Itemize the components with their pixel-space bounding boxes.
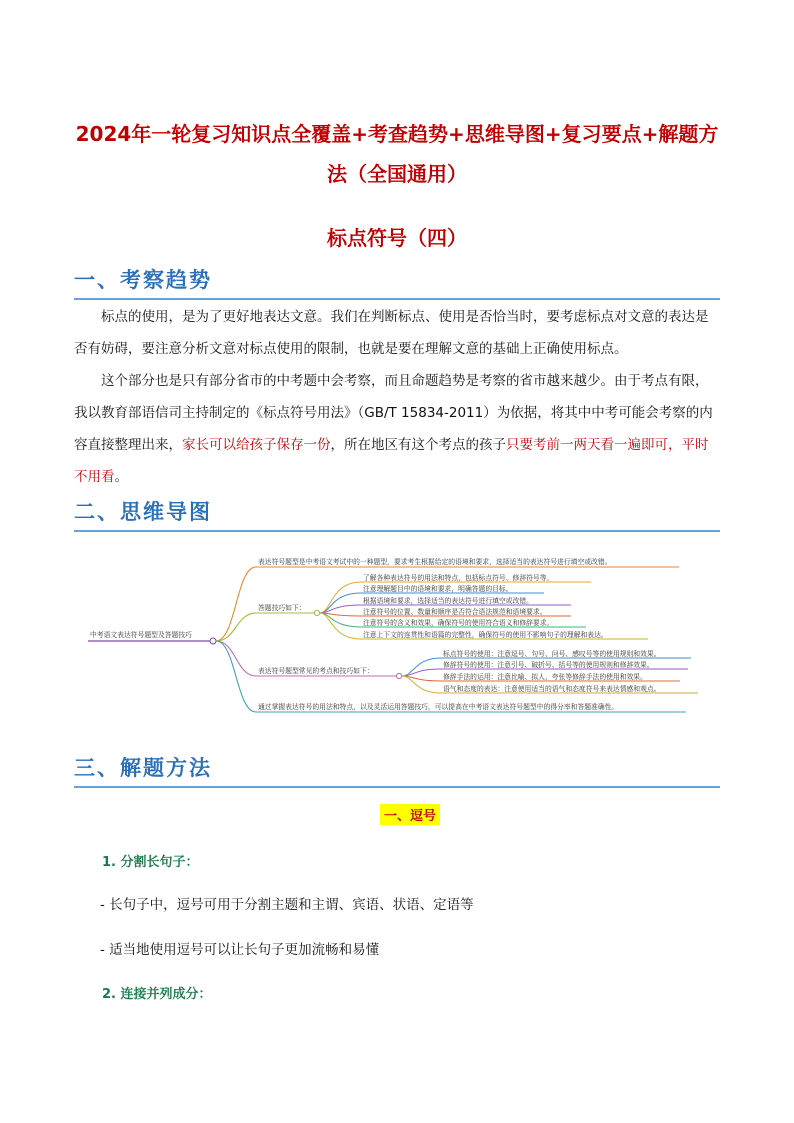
p2-highlight2: 只要考前一两天看一遍即可，平时不用看 (74, 437, 709, 485)
mindmap-branch2: 答题技巧如下： (258, 604, 306, 612)
mindmap-point-4: 语气和态度的表达：注意使用适当的语气和态度符号来表达情感和观点。 (443, 685, 661, 693)
mindmap-branch3: 表达符号题型常见的考点和技巧如下： (258, 667, 374, 675)
mindmap-tip-2: 注意理解题目中的语境和要求，明确答题的目标。 (363, 585, 513, 593)
method-heading-2: 2. 连接并列成分： (102, 987, 212, 1002)
section2-divider (74, 530, 720, 532)
mindmap-tip-4: 注意符号的位置、数量和顺序是否符合语法规范和语境要求。 (363, 608, 547, 616)
mindmap-point-1: 标点符号的使用：注意逗号、句号、问号、感叹号等的使用规则和效果。 (443, 650, 661, 658)
section1-paragraph1: 标点的使用，是为了更好地表达文意。我们在判断标点、使用是否恰当时，要考虑标点对文意的表达是否有妨碍，要注意分析文意对标点使用的限制，也就是要在理解文意的基础上正确使用标点。 (74, 309, 709, 357)
method-bullet-1: - 长句子中，逗号可用于分割主题和主谓、宾语、状语、定语等 (100, 897, 474, 913)
mindmap-tip-5: 注意符号的含义和效果，确保符号的使用符合语义和修辞要求。 (363, 619, 554, 627)
section3-divider (74, 786, 720, 788)
mindmap-tip-3: 根据语境和要求，选择适当的表达符号进行填空或改错。 (363, 597, 533, 605)
mindmap-tip-1: 了解各种表达符号的用法和特点，包括标点符号、修辞符号等。 (363, 574, 554, 582)
doc-title-line1: 2024年一轮复习知识点全覆盖+考查趋势+思维导图+复习要点+解题方 (75, 122, 719, 146)
mindmap-branch1: 表达符号题型是中考语文考试中的一种题型，要求考生根据给定的语境和要求，选择适当的表达符号进行填空或改错。 (258, 558, 612, 566)
section2-heading-text: 二、思维导图 (74, 500, 212, 524)
p2-end: 。 (114, 469, 128, 485)
section3-heading-text: 三、解题方法 (74, 756, 212, 780)
mindmap-tip-6: 注意上下文的连贯性和语篇的完整性，确保符号的使用不影响句子的理解和表达。 (363, 631, 608, 639)
section1-paragraph2 (74, 365, 720, 493)
mindmap-branch4: 通过掌握表达符号的用法和特点，以及灵活运用答题技巧，可以提高在中考语文表达符号题型中的得分率和答题准确性。 (258, 703, 619, 711)
method-heading-1: 1. 分割长句子： (102, 855, 199, 870)
mindmap-point-3: 修辞手法的运用：注意比喻、拟人、夸张等修辞手法的使用和效果。 (443, 673, 647, 681)
section2-heading (74, 496, 212, 526)
doc-title-line2: 法（全国通用） (327, 162, 467, 186)
mindmap-root: 中考语文表达符号题型及答题技巧 (90, 631, 192, 639)
p2-highlight1: 家长可以给孩子保存一份 (182, 437, 331, 453)
mindmap (86, 555, 706, 720)
mindmap-point-2: 修辞符号的使用：注意引号、破折号、括号等的使用规则和修辞效果。 (443, 661, 654, 669)
comma-section-label: 一、逗号 (380, 804, 440, 825)
section1-heading (74, 264, 212, 294)
p2-plain: 这个部分也是只有部分省市的中考题中会考察，而且命题趋势是考察的省市越来越少。由于考点有限，我以教育部语信司主持制定的《标点符号用法》（GB/T 15834-2011）为依据，将其中中考可能会考察的内容直接整理出来， (74, 373, 713, 453)
p2-mid: ，所在地区有这个考点的孩子 (330, 437, 506, 453)
section1-heading-text: 一、考察趋势 (74, 268, 212, 292)
method-bullet-2: - 适当地使用逗号可以让长句子更加流畅和易懂 (100, 942, 380, 958)
section1-divider (74, 298, 720, 300)
doc-subtitle: 标点符号（四） (327, 226, 467, 250)
section3-heading (74, 752, 212, 782)
